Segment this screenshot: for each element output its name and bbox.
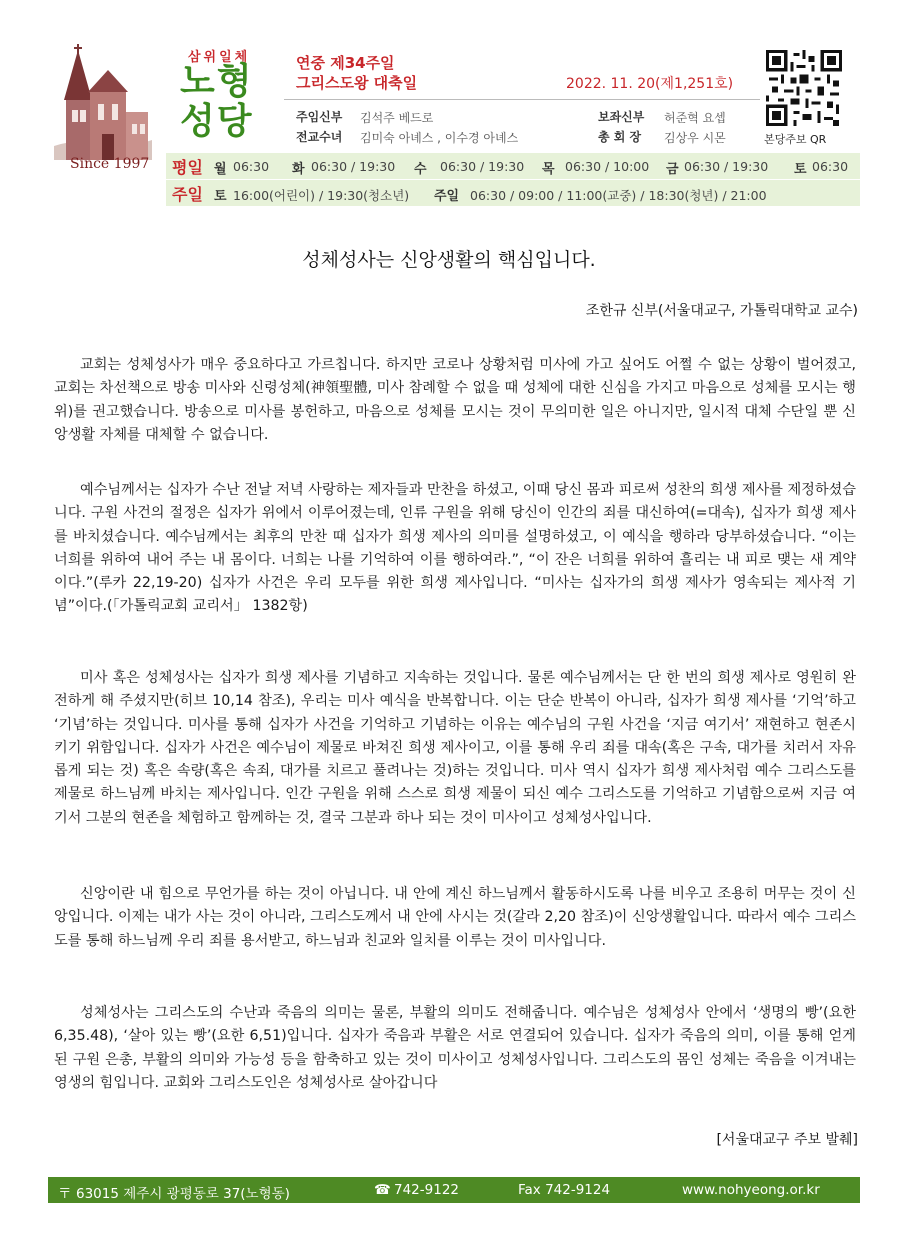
article-paragraph: 예수님께서는 십자가 수난 전날 저녁 사랑하는 제자들과 만찬을 하셨고, 이때 당신 몸과 피로써 성찬의 희생 제사를 제정하셨습니다. 구원 사건의 절정은 십자가 위에서 이루어졌는데, 인류 구원을 위해 당신이 인간의 죄를 대신하여(=대속), 십자가 희생 제사를 바치셨습니다. 예수님께서는 최후의 만찬 때 십자가 희생 제사의 의미를 설명하셨고, 이 예식을 행하라 당부하셨습니다. “이는 너희를 위하여 내어 주는 내 몸이다. 너희는 나를 기억하여 이를 행하여라.”, “이 잔은 너희를 위하여 흘리는 내 피로 맺는 새 계약이다.”(루카 22,19-20) 십자가 사건은 우리 모두를 위한 희생 제사입니다. “미사는 십자가의 희생 제사가 영속되는 제사적 기념”이다.(「가톨릭교회 교리서」 1382항)	[54, 482, 856, 615]
article-author: 조한규 신부(서울대교구, 가톨릭대학교 교수)	[585, 303, 858, 319]
article-paragraph: 미사 혹은 성체성사는 십자가 희생 제사를 기념하고 지속하는 것입니다. 물론 예수님께서는 단 한 번의 희생 제사로 영원히 완전하게 해 주셨지만(히브 10,14 참조), 우리는 미사 예식을 반복합니다. 이는 단순 반복이 아니라, 십자가 희생 제사를 ‘기억’하고 ‘기념’하는 것입니다. 미사를 통해 십자가 사건을 기억하고 기념하는 이유는 예수님의 구원 사건을 ‘지금 여기서’ 재현하고 현존시키기 위함입니다. 십자가 사건은 예수님이 제물로 바쳐진 희생 제사이고, 이를 통해 우리 죄를 대속(혹은 구속, 대가를 치러서 자유롭게 되는 것) 혹은 속량(혹은 속죄, 대가를 치르고 풀려나는 것)하는 것입니다. 미사 역시 십자가 희생 제사처럼 예수 그리스도를 제물로 하느님께 바치는 제사입니다. 인간 구원을 위해 스스로 희생 제물이 되신 예수 그리스도를 기억하고 기념함으로써 지금 여기서 그분의 현존을 체험하고 함께하는 것, 결국 그분과 하나 되는 것이 미사이고 성체성사입니다.	[54, 670, 856, 826]
mass-time: 16:00(어린이) / 19:30(청소년)	[233, 188, 410, 203]
feast-name: 그리스도왕 대축일	[296, 74, 418, 92]
footer-website-link[interactable]: www.nohyeong.or.kr	[682, 1182, 820, 1198]
footer-phone[interactable]: 742-9122	[394, 1182, 459, 1198]
mass-time: 06:30 / 19:30	[311, 159, 396, 174]
issue-date-number: 2022. 11. 20(제1,251호)	[566, 76, 734, 92]
staff-name: 허준혁 요셉	[664, 111, 726, 125]
church-name-line2: 성당	[180, 101, 254, 142]
mass-time: 06:30	[233, 159, 270, 174]
qr-code-icon[interactable]	[766, 50, 842, 126]
footer-fax: Fax 742-9124	[518, 1182, 611, 1198]
liturgical-week: 연중 제34주일	[296, 54, 395, 72]
sunday-label: 주일	[172, 185, 203, 204]
qr-label: 본당주보 QR	[764, 133, 827, 146]
article-paragraph: 성체성사는 그리스도의 수난과 죽음의 의미는 물론, 부활의 의미도 전해줍니다. 예수님은 성체성사 안에서 ‘생명의 빵’(요한 6,35.48), ‘살아 있는 빵’(요한 6,51)입니다. 십자가 죽음과 부활은 서로 연결되어 있습니다. 십자가 죽음의 의미, 이를 통해 얻게 된 구원 은총, 부활의 의미와 가능성 등을 함축하고 있는 것이 미사이고 성체성사입니다. 그리스도의 몸인 성체는 죽음을 이겨내는 영생의 힘입니다. 교회와 그리스도인은 성체성사로 살아갑니다	[54, 1005, 856, 1091]
footer-address: 63015 제주시 광평동로 37(노형동)	[76, 1186, 290, 1202]
mass-day: 토	[214, 189, 227, 204]
article-paragraph: 교회는 성체성사가 매우 중요하다고 가르칩니다. 하지만 코로나 상황처럼 미사에 가고 싶어도 어쩔 수 없는 상황이 벌어졌고, 교회는 차선책으로 방송 미사와 신령성체(神領聖體, 미사 참례할 수 없을 때 성체에 대한 신심을 가지고 마음으로 성체를 모시는 행위)를 권고했습니다. 방송으로 미사를 봉헌하고, 마음으로 성체를 모시는 것이 무의미한 일은 아니지만, 일시적 대체 수단일 뿐 신앙생활 자체를 대체할 수 없습니다.	[54, 357, 856, 443]
since-year: Since 1997	[70, 156, 150, 172]
mass-time: 06:30 / 10:00	[565, 159, 650, 174]
mass-day: 금	[666, 162, 679, 177]
article-source: [서울대교구 주보 발췌]	[716, 1132, 858, 1148]
mass-time: 06:30 / 09:00 / 11:00(교중) / 18:30(청년) / 21:00	[470, 188, 767, 203]
weekday-label: 평일	[172, 158, 203, 177]
staff-name: 김상우 시몬	[664, 131, 726, 145]
header-divider	[284, 99, 760, 100]
mass-day: 목	[542, 162, 555, 177]
staff-name: 김석주 베드로	[360, 111, 434, 125]
mass-day: 토	[794, 162, 807, 177]
staff-role: 보좌신부	[598, 110, 645, 124]
mass-time: 06:30 / 19:30	[440, 159, 525, 174]
mass-day: 화	[292, 162, 305, 177]
church-name-line1: 노형	[180, 61, 254, 102]
mass-day: 주일	[434, 189, 460, 204]
mass-day: 월	[214, 162, 227, 177]
article-title: 성체성사는 신앙생활의 핵심입니다.	[302, 249, 596, 271]
staff-name: 김미숙 아녜스 , 이수경 아녜스	[360, 131, 519, 145]
phone-icon: ☎	[374, 1182, 391, 1198]
mass-time: 06:30 / 19:30	[684, 159, 769, 174]
mass-day: 수	[414, 162, 427, 177]
staff-role: 전교수녀	[296, 130, 343, 144]
postal-icon: 〒	[58, 1186, 72, 1202]
mass-time: 06:30	[812, 159, 849, 174]
staff-role: 주임신부	[296, 110, 343, 124]
staff-role: 총 회 장	[598, 130, 642, 144]
trinity-label: 삼위일체	[188, 50, 251, 65]
article-paragraph: 신앙이란 내 힘으로 무언가를 하는 것이 아닙니다. 내 안에 계신 하느님께서 활동하시도록 나를 비우고 조용히 머무는 것이 신앙입니다. 이제는 내가 사는 것이 아니라, 그리스도께서 내 안에 사시는 것(갈라 2,20 참조)이 신앙생활입니다. 따라서 예수 그리스도를 통해 하느님께 우리 죄를 용서받고, 하느님과 친교와 일치를 이루는 것이 미사입니다.	[54, 886, 856, 949]
footer-bar	[48, 1177, 860, 1203]
